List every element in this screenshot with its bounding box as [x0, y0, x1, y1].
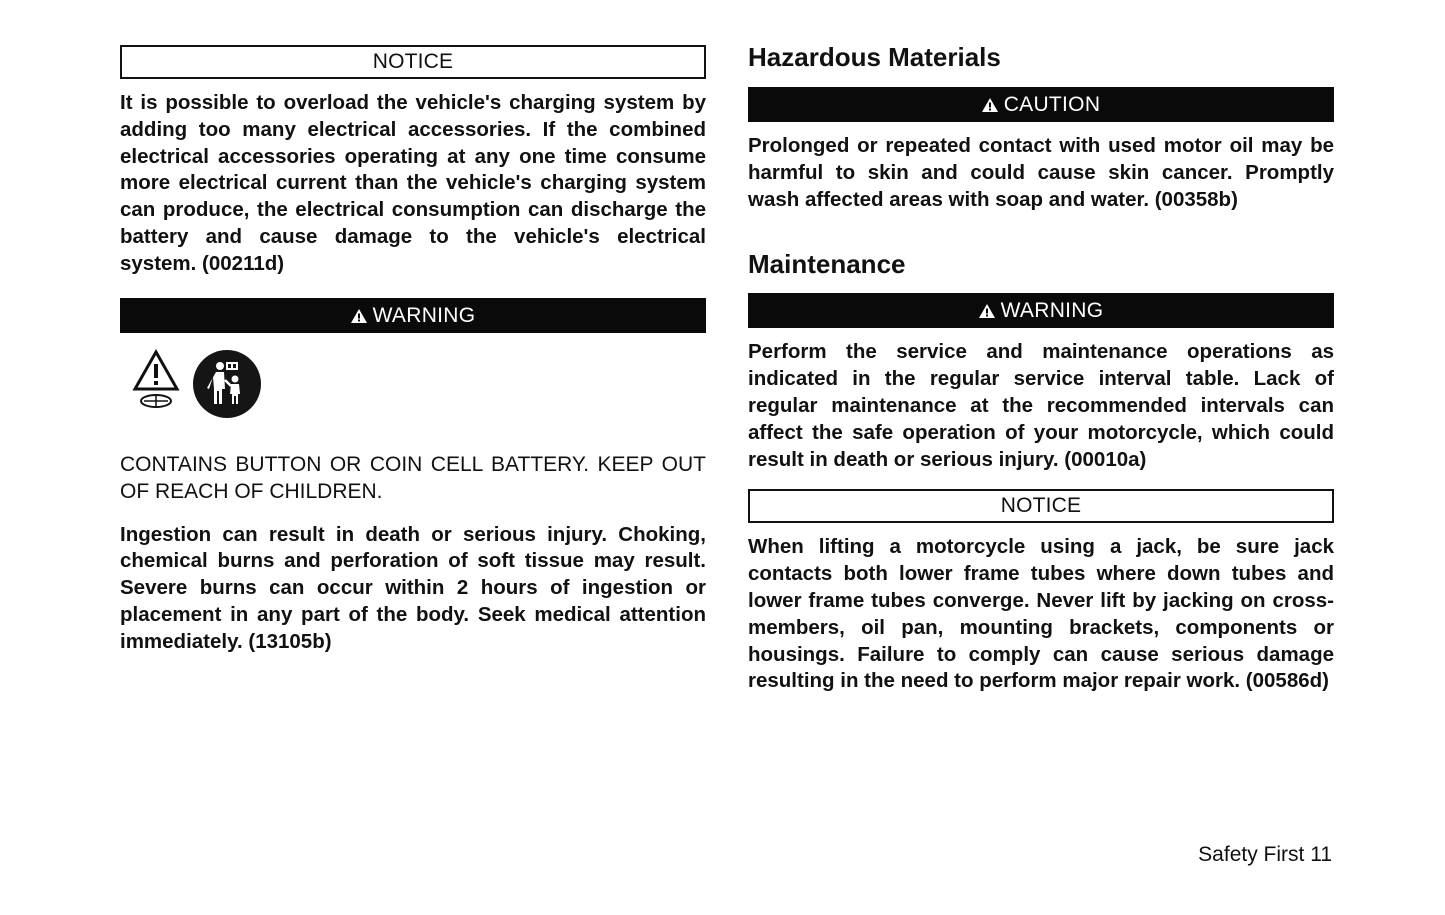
caution-triangle-icon: [982, 98, 998, 112]
warning-triangle-icon: [351, 309, 367, 323]
warning-icons: [120, 349, 706, 429]
right-column: [748, 40, 1334, 695]
warning-label: WARNING: [372, 303, 476, 327]
maintenance-notice-label: NOTICE: [1000, 494, 1082, 518]
keep-from-children-icon: [192, 349, 262, 419]
maintenance-notice-box: [748, 489, 1334, 523]
warning-text: Ingestion can result in death or serious injury. Choking, chemical burns and perforation of soft tissue may result. Severe burns can occur within 2 hours of ingestion or placement in any part of the body. Seek medical attention immediately. (13105b): [120, 522, 706, 653]
maintenance-warning-text: Perform the service and maintenance operations as indicated in the regular service interval table. Lack of regular maintenance at the recommended intervals can affect the safe operation of your motorcycle, which could result in death or serious injury. (00010a): [748, 340, 1334, 471]
notice-text: It is possible to overload the vehicle's charging system by adding too many electrical accessories. If the combined electrical accessories operating at any one time consume more electrical current than the vehicle's charging system can produce, the electrical consumption can discharge the battery and cause damage to the vehicle's electrical system. (00211d): [120, 91, 706, 275]
caution-bar: [748, 87, 1334, 122]
warning-battery-icon: [132, 349, 180, 411]
left-column: [120, 40, 706, 656]
page-footer: Safety First 11: [1198, 843, 1332, 866]
warning-triangle-icon: [979, 304, 995, 318]
caution-label: CAUTION: [1003, 93, 1101, 116]
warning-bar: [120, 298, 706, 333]
caution-text: Prolonged or repeated contact with used motor oil may be harmful to skin and could cause skin cancer. Promptly wash affected areas with soap and water. (00358b): [748, 134, 1334, 211]
warning-caps-text: CONTAINS BUTTON OR COIN CELL BATTERY. KEEP OUT OF REACH OF CHILDREN.: [120, 452, 706, 503]
maintenance-warning-label: WARNING: [1000, 299, 1104, 323]
maintenance-notice-text: When lifting a motorcycle using a jack, be sure jack contacts both lower frame tubes where down tubes and lower frame tubes converge. Never lift by jacking on cross-members, oil pan, mounting brackets, components or housings. Failure to comply can cause serious damage resulting in the need to perform major repair work. (00586d): [748, 535, 1334, 693]
notice-label: NOTICE: [372, 50, 454, 73]
hazardous-materials-heading: Hazardous Materials: [748, 42, 1001, 72]
maintenance-heading: Maintenance: [748, 249, 906, 280]
maintenance-warning-bar: [748, 293, 1334, 328]
notice-box: [120, 45, 706, 79]
